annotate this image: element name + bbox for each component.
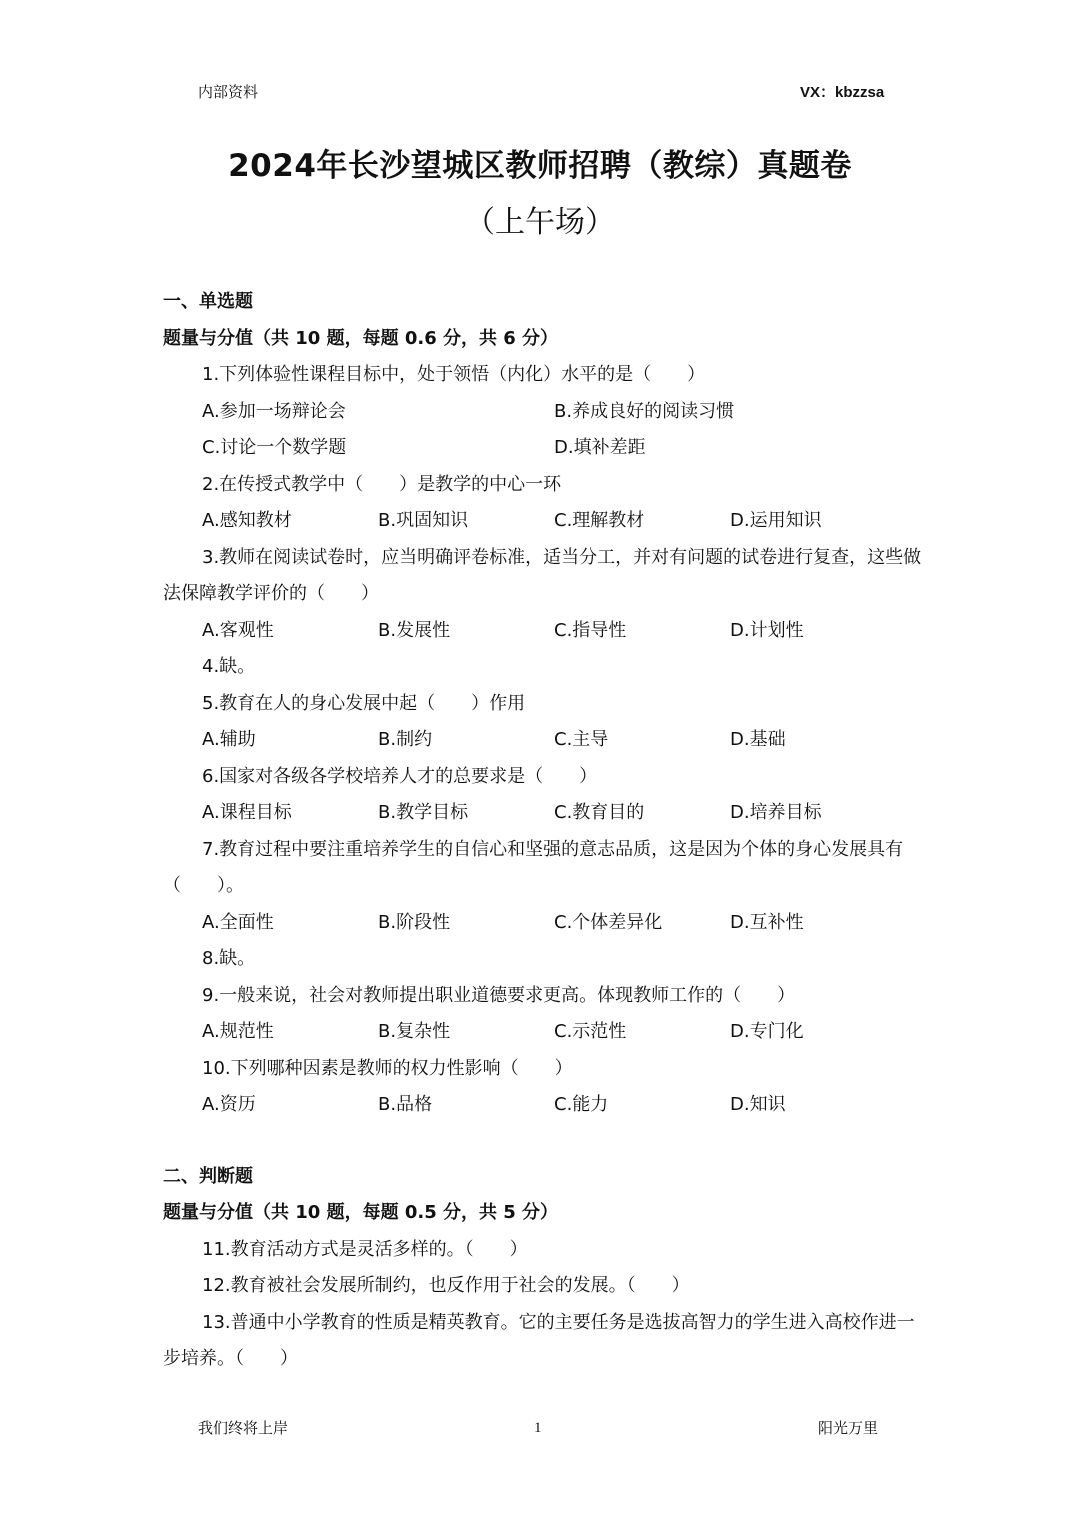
option-c: C.讨论一个数学题: [202, 437, 347, 458]
option-d: D.知识: [730, 1094, 786, 1115]
option-c: C.主导: [554, 729, 609, 750]
option-a: A.资历: [202, 1094, 256, 1115]
question-1-options: [163, 394, 923, 431]
option-c: C.能力: [554, 1094, 609, 1115]
footer-right-text: 阳光万里: [818, 1419, 879, 1437]
section-2-score: 题量与分值（共 10 题，每题 0.5 分，共 5 分）: [163, 1202, 559, 1223]
question-12: 12.教育被社会发展所制约，也反作用于社会的发展。（ ）: [202, 1275, 690, 1296]
question-2-options: [163, 503, 923, 540]
option-b: B.品格: [378, 1094, 433, 1115]
question-5-options: [163, 722, 923, 759]
header-left-text: 内部资料: [198, 83, 259, 101]
option-a: A.参加一场辩论会: [202, 400, 346, 422]
option-c: C.理解教材: [554, 510, 645, 531]
option-a: A.课程目标: [202, 802, 292, 823]
question-4: 4.缺。: [202, 656, 256, 677]
option-c: C.个体差异化: [554, 911, 663, 933]
section-1-heading: 一、单选题: [163, 291, 253, 312]
document-title: 2024年长沙望城区教师招聘（教综）真题卷: [228, 148, 852, 184]
option-c: C.示范性: [554, 1021, 627, 1042]
question-13: 13.普通中小学教育的性质是精英教育。它的主要任务是选拔高智力的学生进入高校作进一步培养。（ ）: [163, 1311, 915, 1369]
question-5: 5.教育在人的身心发展中起（ ）作用: [202, 692, 526, 714]
option-a: A.感知教材: [202, 510, 292, 531]
option-d: D.互补性: [730, 911, 804, 933]
option-b: B.巩固知识: [378, 510, 469, 531]
option-b: B.教学目标: [378, 802, 469, 823]
question-10-options: [163, 1087, 923, 1124]
section-gap: [163, 1124, 923, 1159]
option-b: B.养成良好的阅读习惯: [554, 400, 735, 422]
option-a: A.辅助: [202, 729, 256, 750]
option-d: D.专门化: [730, 1021, 804, 1042]
footer-left-text: 我们终将上岸: [198, 1419, 289, 1437]
option-b: B.制约: [378, 729, 433, 750]
question-7-options: [163, 905, 923, 942]
option-a: A.全面性: [202, 911, 274, 933]
exam-content: [163, 284, 923, 1378]
option-c: C.教育目的: [554, 802, 645, 823]
header-right-text: VX：kbzzsa: [800, 84, 885, 101]
section-1-score: 题量与分值（共 10 题，每题 0.6 分，共 6 分）: [163, 327, 559, 349]
question-2: 2.在传授式教学中（ ）是教学的中心一环: [202, 473, 562, 495]
option-d: D.运用知识: [730, 510, 822, 531]
option-a: A.客观性: [202, 619, 274, 641]
question-11: 11.教育活动方式是灵活多样的。（ ）: [202, 1238, 528, 1260]
question-9-options: [163, 1014, 923, 1051]
question-1-options-2: [163, 430, 923, 467]
question-3-options: [163, 613, 923, 650]
document-subtitle: （上午场）: [465, 205, 615, 240]
section-2-heading: 二、判断题: [163, 1165, 253, 1187]
question-9: 9.一般来说，社会对教师提出职业道德要求更高。体现教师工作的（ ）: [202, 984, 796, 1006]
question-10: 10.下列哪种因素是教师的权力性影响（ ）: [202, 1057, 573, 1079]
question-3: 3.教师在阅读试卷时，应当明确评卷标准，适当分工，并对有问题的试卷进行复查，这些做法保障教学评价的（ ）: [163, 546, 922, 604]
question-6-options: [163, 795, 923, 832]
option-d: D.培养目标: [730, 802, 822, 823]
option-d: D.基础: [730, 729, 786, 750]
question-6: 6.国家对各级各学校培养人才的总要求是（ ）: [202, 765, 598, 787]
page-number: 1: [534, 1420, 542, 1436]
option-d: D.填补差距: [554, 437, 646, 458]
question-8: 8.缺。: [202, 948, 256, 969]
option-b: B.复杂性: [378, 1021, 451, 1042]
option-b: B.发展性: [378, 619, 451, 641]
option-a: A.规范性: [202, 1021, 274, 1042]
option-d: D.计划性: [730, 619, 804, 641]
option-c: C.指导性: [554, 619, 627, 641]
option-b: B.阶段性: [378, 911, 451, 933]
question-7: 7.教育过程中要注重培养学生的自信心和坚强的意志品质，这是因为个体的身心发展具有（ ）。: [163, 838, 904, 896]
question-1: 1.下列体验性课程目标中，处于领悟（内化）水平的是（ ）: [202, 364, 706, 385]
